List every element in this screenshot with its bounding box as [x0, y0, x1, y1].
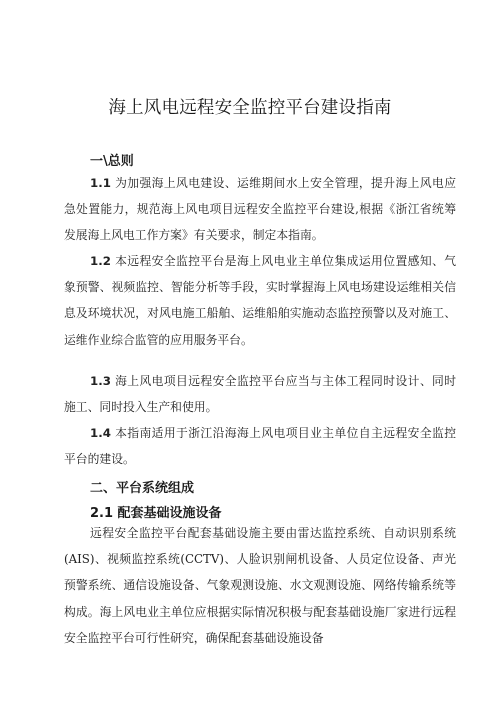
paragraph-text: 海上风电项目远程安全监控平台应当与主体工程同时设计、同时施工、同时投入生产和使用。 — [64, 374, 456, 415]
clause-number: 1.1 — [90, 176, 111, 190]
clause-number: 1.3 — [90, 374, 111, 388]
paragraph-1-1 — [64, 170, 456, 249]
paragraph-text: 为加强海上风电建设、运维期间水上安全管理，提升海上风电应急处置能力，规范海上风电项目远程安全监控平台建设,根据《浙江省统筹发展海上风电工作方案》有关要求，制定本指南。 — [64, 176, 456, 243]
paragraph-text: 本指南适用于浙江沿海海上风电项目业主单位自主远程安全监控平台的建设。 — [64, 426, 456, 467]
paragraph-text: 本远程安全监控平台是海上风电业主单位集成运用位置感知、气象预警、视频监控、智能分析等手段，实时掌握海上风电场建设运维相关信息及环境状况，对风电施工船舶、运维船舶实施动态监控预警以及对施工、运维作业综合监管的应用服务平台。 — [64, 254, 456, 347]
document-title: 海上风电远程安全监控平台建设指南 — [108, 98, 392, 118]
section-heading-platform: 二、平台系统组成 — [90, 481, 195, 496]
subsection-heading-infrastructure: 2.1 配套基础设施设备 — [90, 506, 222, 521]
section-heading-general: 一\总则 — [90, 154, 134, 169]
paragraph-1-2 — [64, 248, 456, 353]
clause-number: 1.4 — [90, 426, 111, 440]
paragraph-1-3 — [64, 368, 456, 420]
paragraph-1-4 — [64, 420, 456, 472]
paragraph-2-1: 远程安全监控平台配套基础设施主要由雷达监控系统、自动识别系统(AIS)、视频监控系统(CCTV)、人脸识别闸机设备、人员定位设备、声光预警系统、通信设施设备、气象观测设施、水文观测设施、网络传输系统等构成。海上风电业主单位应根据实际情况积极与配套基础设施厂家进行远程安全监控平台可行性研究，确保配套基础设施设备 — [64, 526, 456, 645]
clause-number: 1.2 — [90, 254, 111, 268]
